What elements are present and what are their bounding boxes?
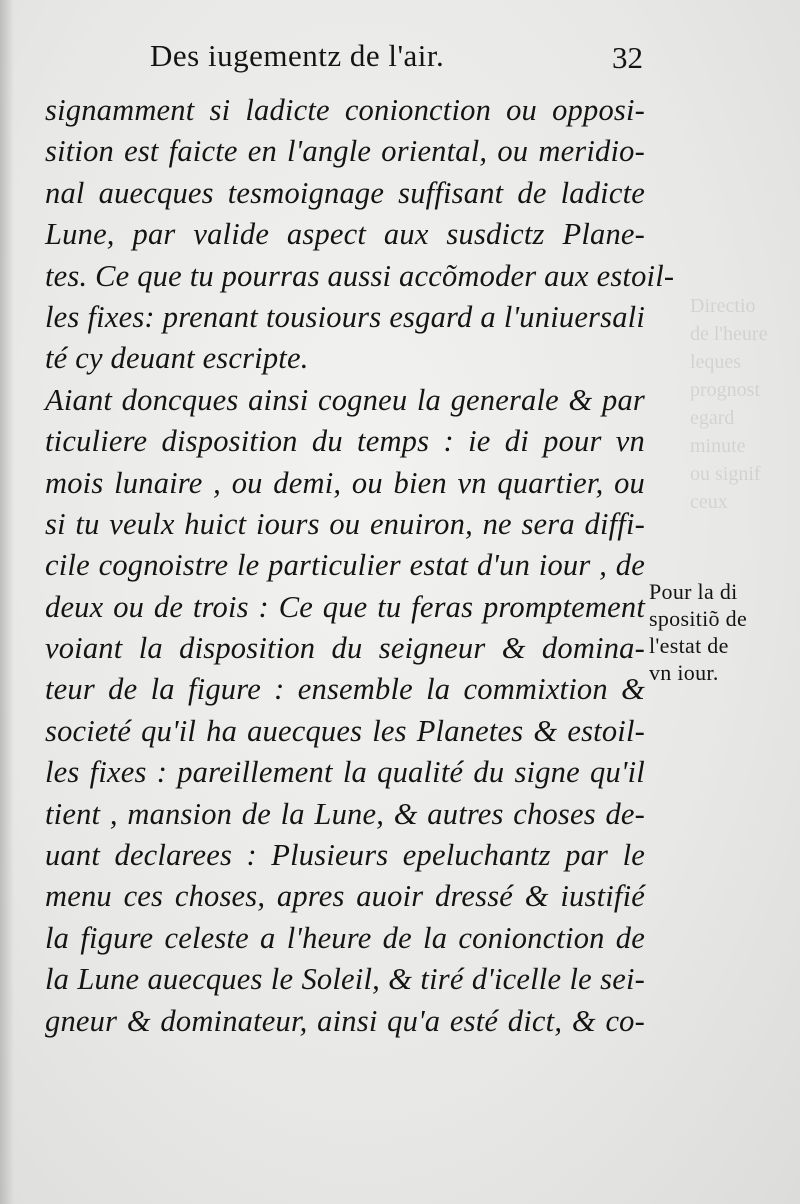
running-head: Des iugementz de l'air. bbox=[150, 38, 445, 73]
margin-note-line: l'estat de bbox=[649, 633, 729, 658]
text-line: teur de la figure : ensemble la commixtion & bbox=[45, 672, 645, 707]
text-line: té cy deuant escripte. bbox=[45, 341, 309, 376]
text-line: les fixes : pareillement la qualité du signe qu'il bbox=[45, 755, 645, 790]
margin-note bbox=[649, 578, 789, 686]
text-line: les fixes: prenant tousiours esgard a l'uniuersali bbox=[45, 299, 645, 334]
text-line: deux ou de trois : Ce que tu feras promptement bbox=[45, 589, 645, 624]
text-line: menu ces choses, apres auoir dressé & iustifié bbox=[45, 879, 645, 914]
margin-note-line: spositiõ de bbox=[649, 606, 748, 631]
text-line: tient , mansion de la Lune, & autres choses de- bbox=[45, 796, 645, 831]
margin-note-line: Pour la di bbox=[649, 579, 738, 604]
text-line: Aiant doncques ainsi cogneu la generale & par bbox=[45, 382, 645, 417]
text-line: la figure celeste a l'heure de la conionction de bbox=[45, 920, 645, 955]
binding-shadow bbox=[0, 0, 14, 1204]
text-line: uant declarees : Plusieurs epeluchantz par le bbox=[45, 838, 645, 873]
text-line: voiant la disposition du seigneur & domina- bbox=[45, 631, 645, 666]
text-line: cile cognoistre le particulier estat d'un iour , de bbox=[45, 548, 645, 583]
show-through-decoration: Directio de l'heure leques prognost egard minute ou signif ceux bbox=[690, 295, 768, 513]
text-line: si tu veulx huict iours ou enuiron, ne sera diffi- bbox=[45, 506, 645, 541]
margin-note-line: vn iour. bbox=[649, 660, 719, 685]
text-line: societé qu'il ha auecques les Planetes & estoil- bbox=[45, 713, 645, 748]
page-number: 32 bbox=[612, 40, 643, 75]
text-line: nal auecques tesmoignage suffisant de ladicte bbox=[45, 175, 645, 210]
text-line: ticuliere disposition du temps : ie di pour vn bbox=[45, 424, 645, 459]
text-line: gneur & dominateur, ainsi qu'a esté dict, & co- bbox=[45, 1003, 645, 1038]
text-line: sition est faicte en l'angle oriental, ou meridio- bbox=[45, 134, 645, 169]
text-line: signamment si ladicte conionction ou opposi- bbox=[45, 93, 645, 127]
text-line: Lune, par valide aspect aux susdictz Plane- bbox=[45, 217, 645, 252]
text-line: la Lune auecques le Soleil, & tiré d'icelle le sei- bbox=[45, 962, 645, 997]
text-line: tes. Ce que tu pourras aussi accõmoder aux estoil- bbox=[45, 258, 675, 293]
text-line: mois lunaire , ou demi, ou bien vn quartier, ou bbox=[45, 465, 645, 500]
body-text bbox=[45, 90, 675, 1042]
